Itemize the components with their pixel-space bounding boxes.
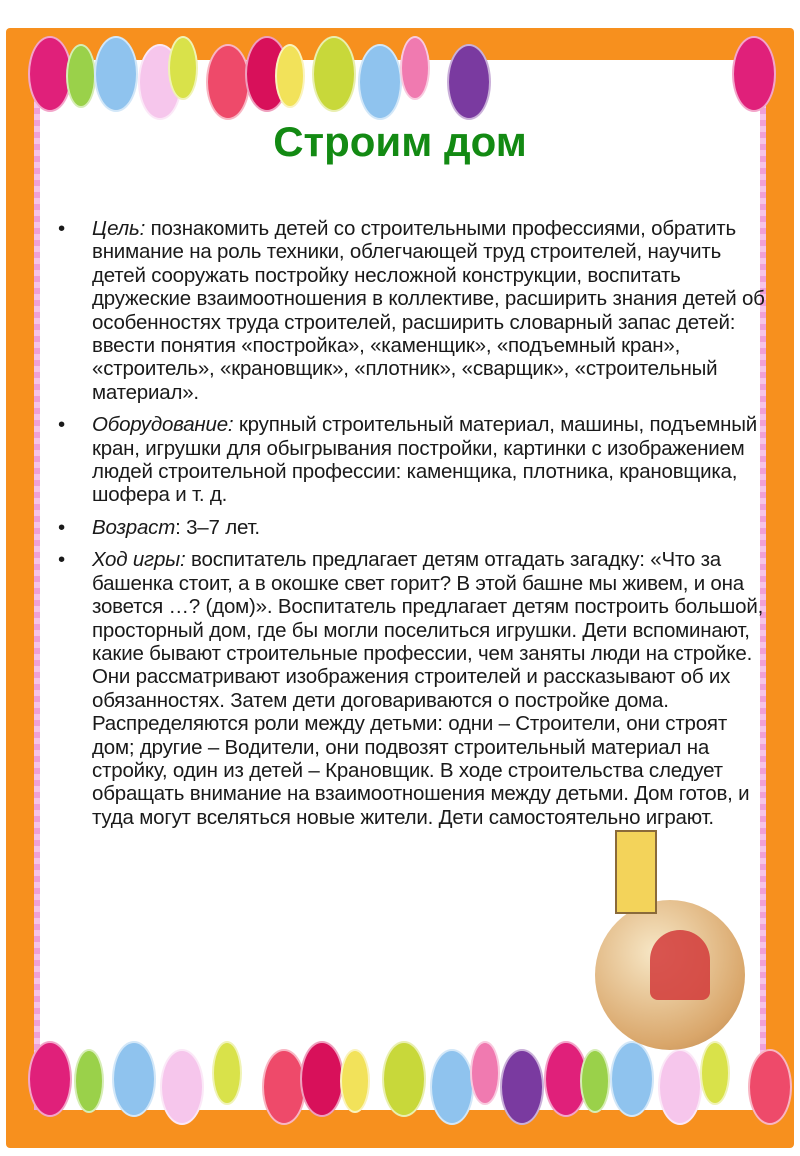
easter-egg-icon: [358, 44, 402, 120]
easter-egg-icon: [28, 1041, 72, 1117]
easter-egg-icon: [206, 44, 250, 120]
easter-egg-icon: [275, 44, 305, 108]
decorative-eggs-bottom: [0, 1035, 800, 1135]
easter-egg-icon: [312, 36, 356, 112]
page-title: Строим дом: [273, 118, 527, 165]
bullet-icon: •: [58, 217, 65, 240]
item-label: Ход игры:: [92, 548, 186, 572]
bullet-list: [58, 217, 770, 838]
easter-egg-icon: [447, 44, 491, 120]
easter-egg-icon: [340, 1049, 370, 1113]
bullet-icon: •: [58, 413, 65, 437]
easter-egg-icon: [500, 1049, 544, 1125]
easter-egg-icon: [262, 1049, 306, 1125]
tower-illustration: [615, 830, 657, 914]
easter-egg-icon: [430, 1049, 474, 1125]
easter-egg-icon: [700, 1041, 730, 1105]
decorative-eggs-top: [0, 30, 800, 130]
item-label: Оборудование:: [92, 413, 234, 437]
item-text: воспитатель предлагает детям отгадать загадку: «Что за башенка стоит, а в окошке свет горит? В этой башне мы живем, и она зовется …? (дом)». Воспитатель предлагает детям построить большой, просторный дом, где бы могли поселиться игрушки. Дети вспоминают, какие бывают строительные профессии, чем заняты люди на стройке. Они рассматривают изображения строителей и рассказывают об их обязанностях. Затем дети договариваются о постройке дома. Распределяются роли между детьми: одни – Строители, они строят дом; другие – Водители, они подвозят строительный материал на стройку, один из детей – Крановщик. В ходе строительства следует обращать внимание на взаимоотношения между детьми. Дом готов, и туда могут вселяться новые жители. Дети самостоятельно играют.: [92, 548, 764, 829]
children-illustration: [650, 930, 710, 1000]
easter-egg-icon: [74, 1049, 104, 1113]
easter-egg-icon: [580, 1049, 610, 1113]
easter-egg-icon: [658, 1049, 702, 1125]
easter-egg-icon: [382, 1041, 426, 1117]
item-label: Цель:: [92, 217, 146, 240]
easter-egg-icon: [66, 44, 96, 108]
item-text: крупный строительный материал, машины, подъемный кран, игрушки для обыгрывания постройки, картинки с изображением людей строительной профессии: каменщика, плотника, крановщика, шофера и т. д.: [92, 413, 758, 507]
item-text: : 3–7 лет.: [175, 515, 260, 539]
easter-egg-icon: [212, 1041, 242, 1105]
easter-egg-icon: [732, 36, 776, 112]
easter-egg-icon: [400, 36, 430, 100]
easter-egg-icon: [94, 36, 138, 112]
bullet-icon: •: [58, 515, 65, 539]
easter-egg-icon: [470, 1041, 500, 1105]
item-text: познакомить детей со строительными профессиями, обратить внимание на роль техники, облегчающей труд строителей, научить детей сооружать постройку несложной конструкции, воспитать дружеские взаимоотношения в коллективе, расширить знания детей об особенностях труда строителей, расширить словарный запас детей: ввести понятия «постройка», «каменщик», «подъемный кран», «строитель», «крановщик», «плотник», «сварщик», «строительный материал».: [92, 217, 765, 404]
pink-wave-left: [34, 60, 40, 1110]
list-item-game-flow: [58, 548, 770, 829]
list-item-equipment: [58, 413, 770, 507]
list-item-goal: [58, 217, 770, 404]
easter-egg-icon: [112, 1041, 156, 1117]
easter-egg-icon: [610, 1041, 654, 1117]
easter-egg-icon: [300, 1041, 344, 1117]
list-item-age: [58, 516, 770, 539]
easter-egg-icon: [168, 36, 198, 100]
easter-egg-icon: [160, 1049, 204, 1125]
bullet-icon: •: [58, 548, 65, 572]
easter-egg-icon: [748, 1049, 792, 1125]
item-label: Возраст: [92, 515, 176, 539]
